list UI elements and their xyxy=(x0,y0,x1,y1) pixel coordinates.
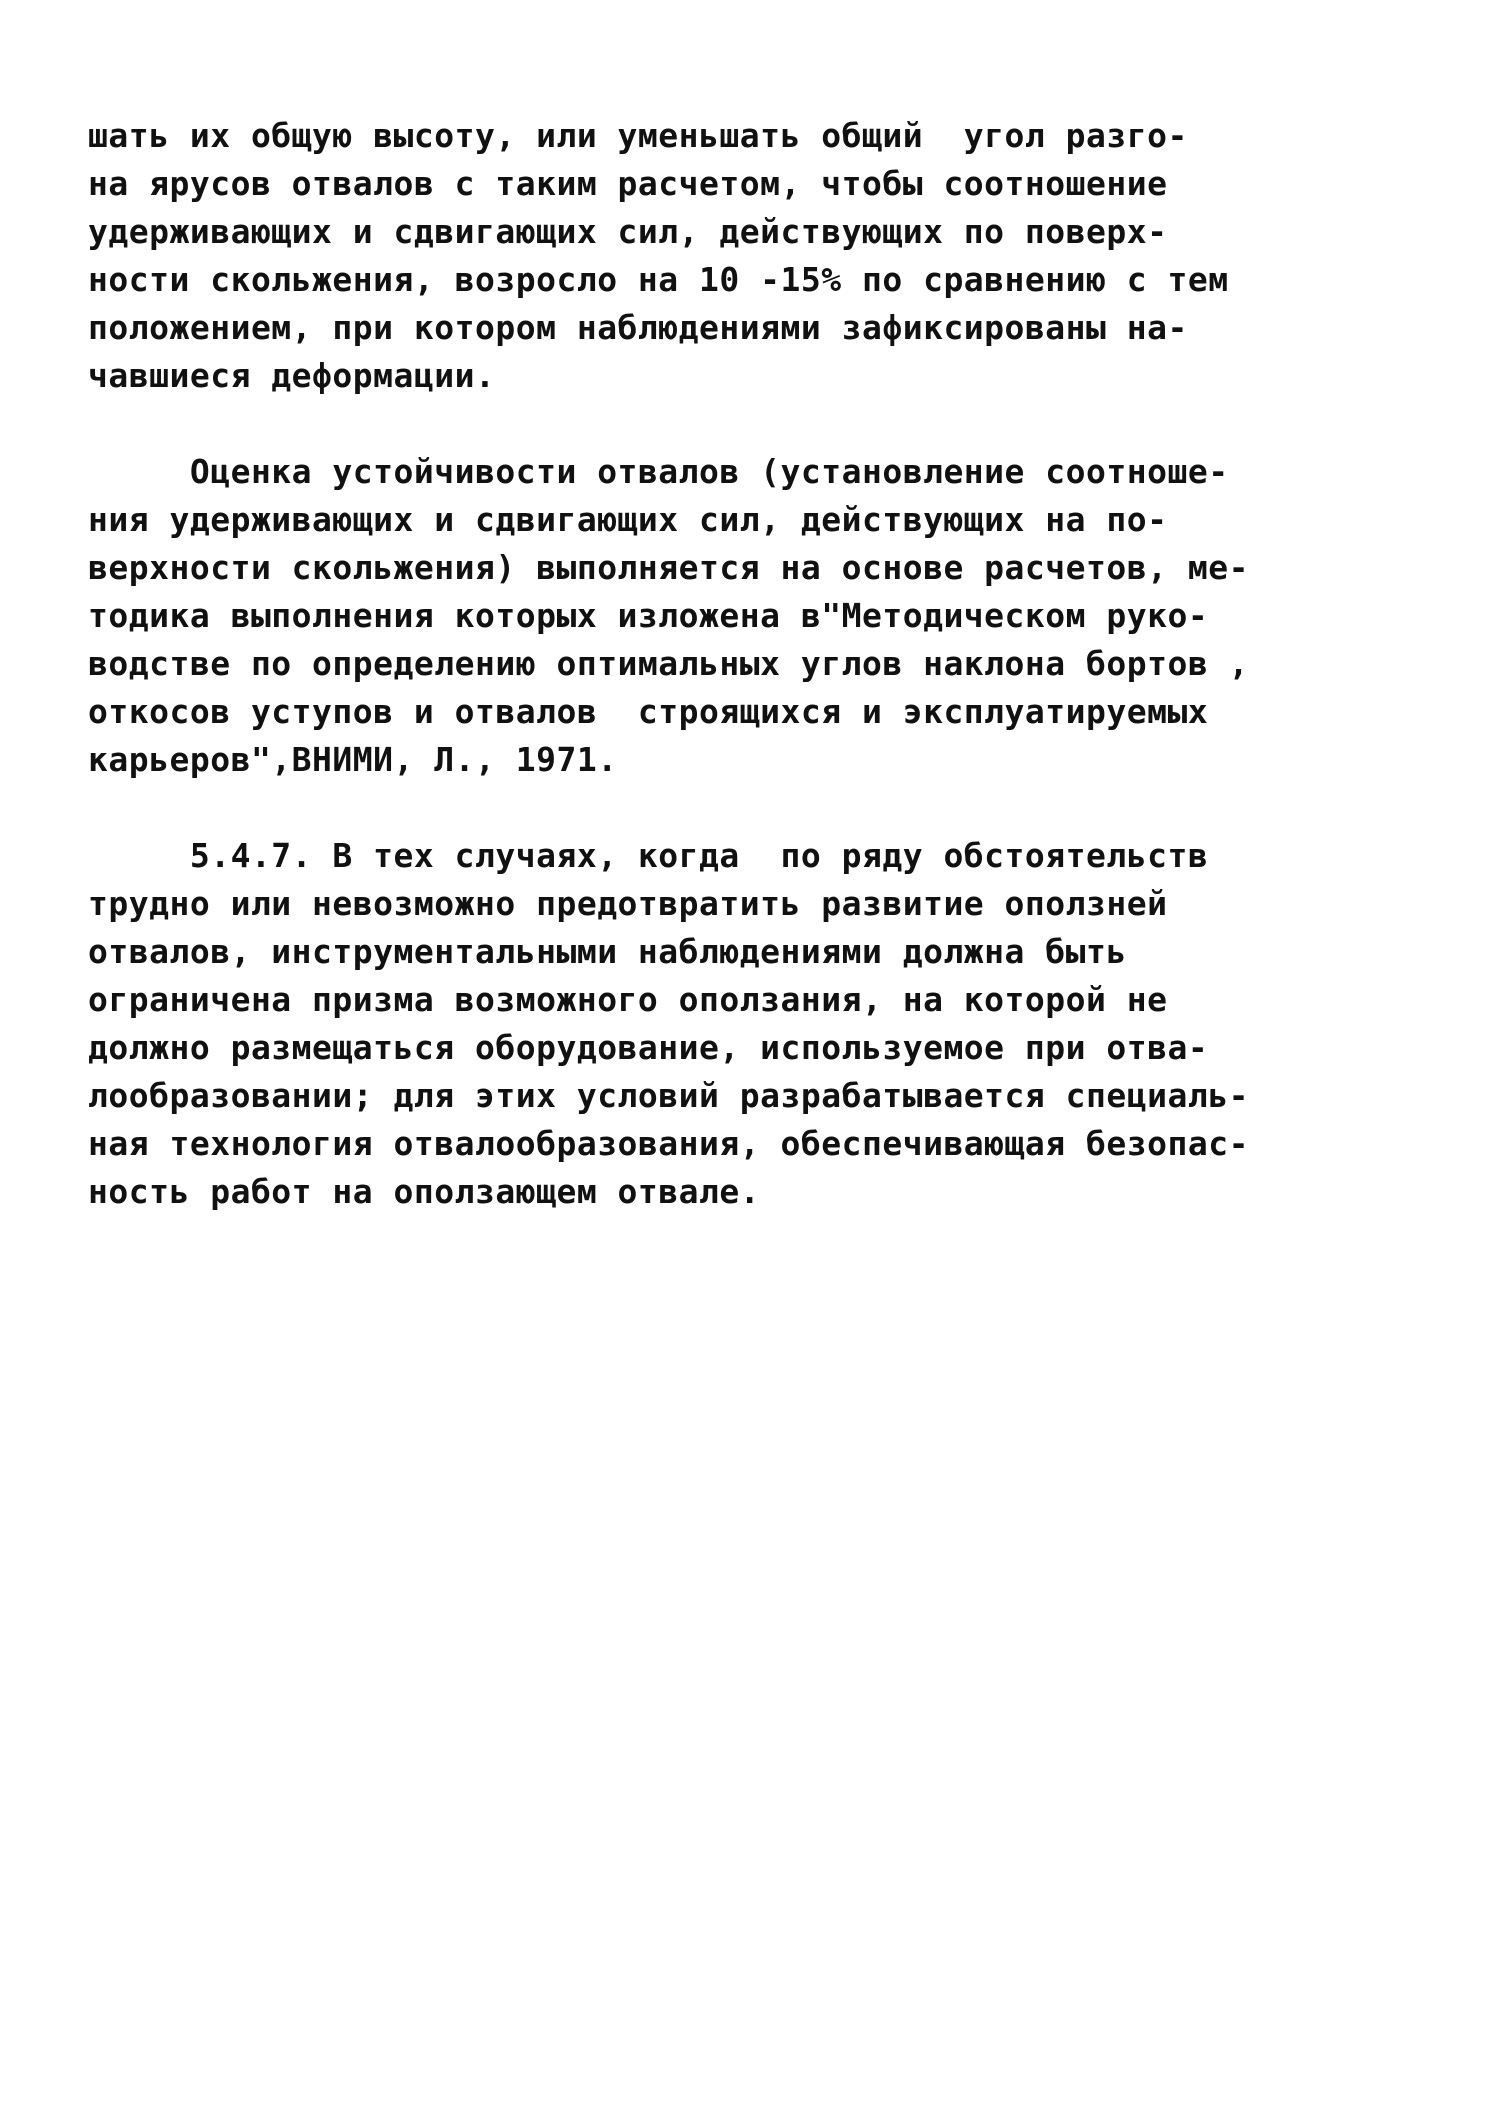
text-line: ния удерживающих и сдвигающих сил, действующих на по- xyxy=(88,500,1168,539)
text-line: карьеров",ВНИМИ, Л., 1971. xyxy=(88,740,618,779)
text-line: отвалов, инструментальными наблюдениями должна быть xyxy=(88,932,1127,971)
text-line: чавшиеся деформации. xyxy=(88,356,496,395)
paragraph-3 xyxy=(88,832,1448,1216)
text-line: ная технология отвалообразования, обеспечивающая безопас- xyxy=(88,1124,1249,1163)
text-line: на ярусов отвалов с таким расчетом, чтобы соотношение xyxy=(88,164,1168,203)
text-line: шать их общую высоту, или уменьшать общий угол разго- xyxy=(88,116,1188,155)
text-line: откосов уступов и отвалов строящихся и эксплуатируемых xyxy=(88,692,1209,731)
text-line: трудно или невозможно предотвратить развитие оползней xyxy=(88,884,1168,923)
text-line: удерживающих и сдвигающих сил, действующих по поверх- xyxy=(88,212,1168,251)
text-line: лообразовании; для этих условий разрабатывается специаль- xyxy=(88,1076,1249,1115)
text-line: должно размещаться оборудование, используемое при отва- xyxy=(88,1028,1209,1067)
paragraph-1 xyxy=(88,112,1448,400)
text-line: ограничена призма возможного оползания, на которой не xyxy=(88,980,1168,1019)
text-line: Оценка устойчивости отвалов (установление соотноше- xyxy=(88,452,1229,491)
text-line: ности скольжения, возросло на 10 -15% по сравнению с тем xyxy=(88,260,1229,299)
text-line: положением, при котором наблюдениями зафиксированы на- xyxy=(88,308,1188,347)
text-line: водстве по определению оптимальных углов наклона бортов , xyxy=(88,644,1249,683)
text-line: верхности скольжения) выполняется на основе расчетов, ме- xyxy=(88,548,1249,587)
text-line: ность работ на оползающем отвале. xyxy=(88,1172,761,1211)
text-line: 5.4.7. В тех случаях, когда по ряду обстоятельств xyxy=(88,836,1209,875)
paragraph-2 xyxy=(88,448,1448,784)
document-body xyxy=(88,112,1448,1264)
text-line: тодика выполнения которых изложена в"Методическом руко- xyxy=(88,596,1209,635)
